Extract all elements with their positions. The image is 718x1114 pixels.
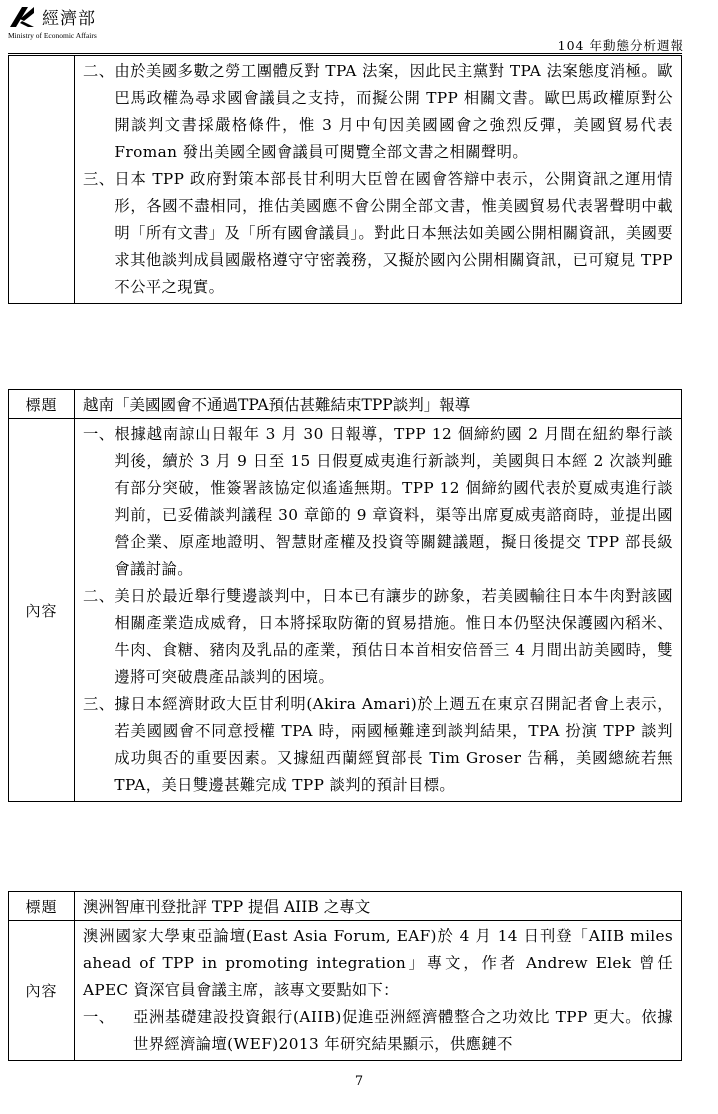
section3-content-label: 內容 — [9, 921, 75, 1061]
ministry-logo-icon — [8, 5, 36, 29]
section3-title: 澳洲智庫刊登批評 TPP 提倡 AIIB 之專文 — [75, 892, 682, 921]
section3-item — [83, 1004, 673, 1058]
page-number: 7 — [354, 1074, 364, 1089]
section3-title-label: 標題 — [9, 892, 75, 921]
ministry-name-cn: 經濟部 — [42, 9, 96, 29]
item-text: 據日本經濟財政大臣甘利明(Akira Amari)於上週五在東京召開記者會上表示，若美國國會不同意授權 TPA 時，兩國極難達到談判結果，TPA 扮演 TPP 談判成功與否的重要因素。又據紐西蘭經貿部長 Tim Groser 告稱，美國總統若無 TPA，美日雙邊甚難完成 TPP 談判的預計目標。 — [114, 695, 673, 794]
item-text: 根據越南諒山日報年 3 月 30 日報導，TPP 12 個締約國 2 月間在紐約舉行談判後，續於 3 月 9 日至 15 日假夏威夷進行新談判，美國與日本經 2 次談判雖有部分突破，惟簽署該協定似遙遙無期。TPP 12 個締約國代表於夏威夷進行談判前，已妥備談判議程 30 章節的 9 章資料，渠等出席夏威夷諮商時，並提出國營企業、原產地證明、智慧財產權及投資等關鍵議題，擬日後提交 TPP 部長級會議討論。 — [114, 425, 673, 578]
section2-content — [75, 419, 682, 802]
section3-table — [8, 891, 682, 1061]
section3-intro: 澳洲國家大學東亞論壇(East Asia Forum, EAF)於 4 月 14 日刊登「AIIB miles ahead of TPP in promoting integration」專文，作者 Andrew Elek 曾任 APEC 資深官員會議主席，該專文要點如下： — [83, 927, 673, 999]
ministry-name-en: Ministry of Economic Affairs — [8, 31, 97, 40]
section3-content — [75, 921, 682, 1061]
item-number: 三、 — [83, 695, 115, 713]
report-title: 104 年動態分析週報 — [557, 38, 684, 53]
section2-title: 越南「美國國會不通過TPA預估甚難結束TPP談判」報導 — [75, 390, 682, 419]
section2-title-label: 標題 — [9, 390, 75, 419]
item-text: 日本 TPP 政府對策本部長甘利明大臣曾在國會答辯中表示，公開資訊之運用情形，各國不盡相同，推估美國應不會公開全部文書，惟美國貿易代表署聲明中載明「所有文書」及「所有國會議員」。對此日本無法如美國公開相關資訊，美國要求其他談判成員國嚴格遵守守密義務，又擬於國內公開相關資訊，已可窺見 TPP 不公平之現實。 — [114, 170, 673, 296]
item-number: 一、 — [83, 425, 115, 443]
section2-content-label: 內容 — [9, 419, 75, 802]
section1-table — [8, 55, 682, 304]
section2-item — [83, 421, 673, 583]
section2-item — [83, 583, 673, 691]
section1-item — [83, 58, 673, 166]
section2-table — [8, 389, 682, 802]
item-text: 由於美國多數之勞工團體反對 TPA 法案，因此民主黨對 TPA 法案態度消極。歐巴馬政權為尋求國會議員之支持，而擬公開 TPP 相關文書。歐巴馬政權原對公開談判文書採嚴格條件，惟 3 月中旬因美國國會之強烈反彈，美國貿易代表 Froman 發出美國全國會議員可閱覽全部文書之相關聲明。 — [114, 62, 673, 161]
item-text: 美日於最近舉行雙邊談判中，日本已有讓步的跡象，若美國輸往日本牛肉對該國相關產業造成威脅，日本將採取防衛的貿易措施。惟日本仍堅決保護國內稻米、牛肉、食糖、豬肉及乳品的產業，預估日本首相安倍晉三 4 月間出訪美國時，雙邊將可突破農產品談判的困境。 — [114, 587, 673, 686]
item-number: 二、 — [83, 62, 115, 80]
ministry-logo — [8, 4, 148, 40]
item-number: 一、 — [83, 1008, 115, 1026]
section1-label-cell — [9, 56, 75, 304]
item-number: 二、 — [83, 587, 115, 605]
section2-item — [83, 691, 673, 799]
section1-item — [83, 166, 673, 301]
section1-content — [75, 56, 682, 304]
item-text: 亞洲基礎建設投資銀行(AIIB)促進亞洲經濟體整合之功效比 TPP 更大。依據世界經濟論壇(WEF)2013 年研究結果顯示，供應鏈不 — [133, 1008, 673, 1053]
header-divider — [8, 53, 682, 54]
item-number: 三、 — [83, 170, 115, 188]
